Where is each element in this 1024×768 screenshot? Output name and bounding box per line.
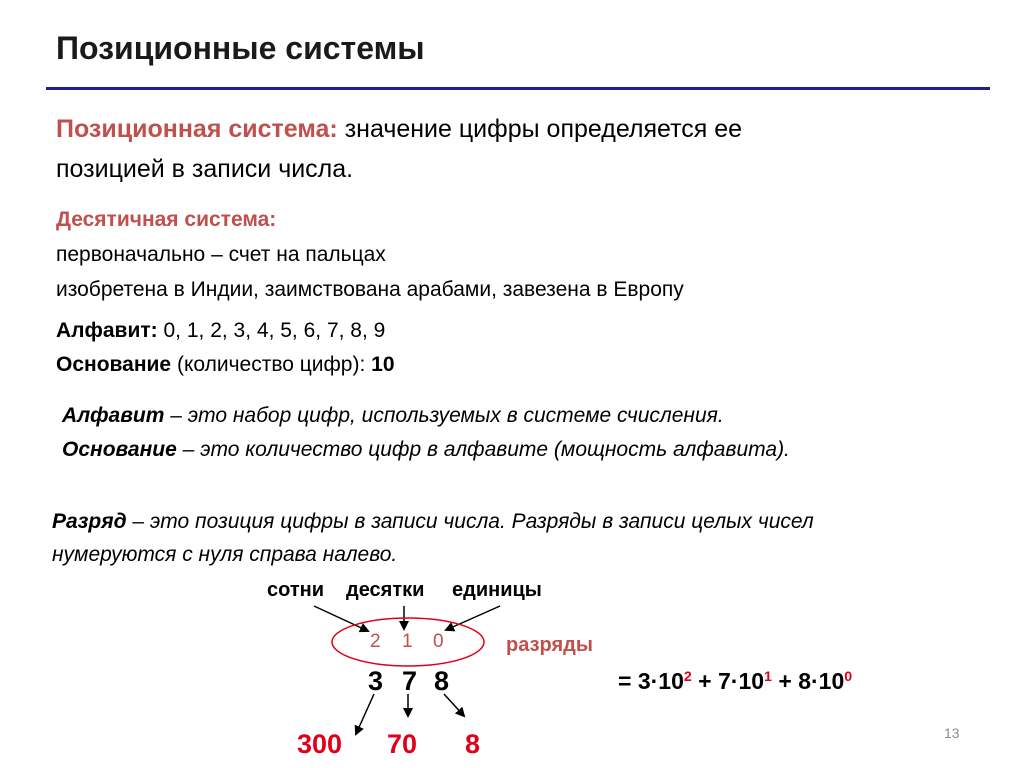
digit-position-text-2: нумеруются с нуля справа налево.	[52, 543, 398, 566]
digit-7: 7	[402, 666, 418, 696]
base-definition-text: – это количество цифр в алфавите (мощность алфавита).	[176, 438, 790, 461]
position-2: 2	[370, 631, 381, 652]
position-1: 1	[402, 631, 413, 652]
position-0: 0	[433, 631, 444, 652]
arrow-hundreds	[314, 606, 368, 631]
base-definition-term: Основание	[62, 438, 177, 461]
alphabet-label: Алфавит:	[56, 319, 158, 342]
alphabet-value: 0, 1, 2, 3, 4, 5, 6, 7, 8, 9	[157, 319, 386, 342]
alphabet-definition-term: Алфавит	[62, 404, 165, 427]
arrow-value-8	[444, 694, 464, 716]
label-units: единицы	[452, 579, 542, 601]
base-label: Основание	[56, 353, 172, 376]
definition-text-1: значение цифры определяется ее	[337, 115, 743, 143]
page-number: 13	[944, 725, 960, 741]
decimal-heading: Десятичная система:	[56, 208, 277, 231]
digit-8: 8	[434, 666, 450, 696]
definition-text-2: позицией в записи числа.	[56, 155, 354, 183]
base-value: 10	[371, 353, 395, 376]
expansion-mid-2: + 8·10	[771, 668, 845, 694]
base-text: (количество цифр):	[171, 353, 372, 376]
arrow-units	[446, 606, 500, 630]
expansion-exp-2: 2	[683, 669, 692, 686]
positions-label: разряды	[506, 634, 593, 656]
decimal-line-2: изобретена в Индии, заимствована арабами, завезена в Европу	[56, 278, 684, 301]
label-tens: десятки	[346, 579, 425, 601]
definition-term: Позиционная система:	[56, 115, 338, 143]
expansion-mid-1: + 7·10	[691, 668, 765, 694]
label-hundreds: сотни	[267, 579, 325, 601]
digit-3: 3	[368, 666, 384, 696]
digit-position-term: Разряд	[52, 510, 127, 533]
value-70: 70	[387, 729, 418, 759]
alphabet-definition-text: – это набор цифр, используемых в системе счисления.	[164, 404, 724, 427]
value-300: 300	[297, 729, 343, 759]
decimal-line-1: первоначально – счет на пальцах	[56, 243, 386, 266]
digit-position-text-1: – это позиция цифры в записи числа. Разряды в записи целых чисел	[126, 510, 814, 533]
expansion-exp-0: 0	[844, 669, 853, 686]
value-8: 8	[465, 729, 481, 759]
expansion-prefix: = 3·10	[618, 668, 684, 694]
expansion-exp-1: 1	[764, 669, 772, 686]
arrow-value-300	[356, 694, 374, 734]
expansion-formula	[618, 668, 852, 695]
slide-title: Позиционные системы	[56, 30, 425, 66]
